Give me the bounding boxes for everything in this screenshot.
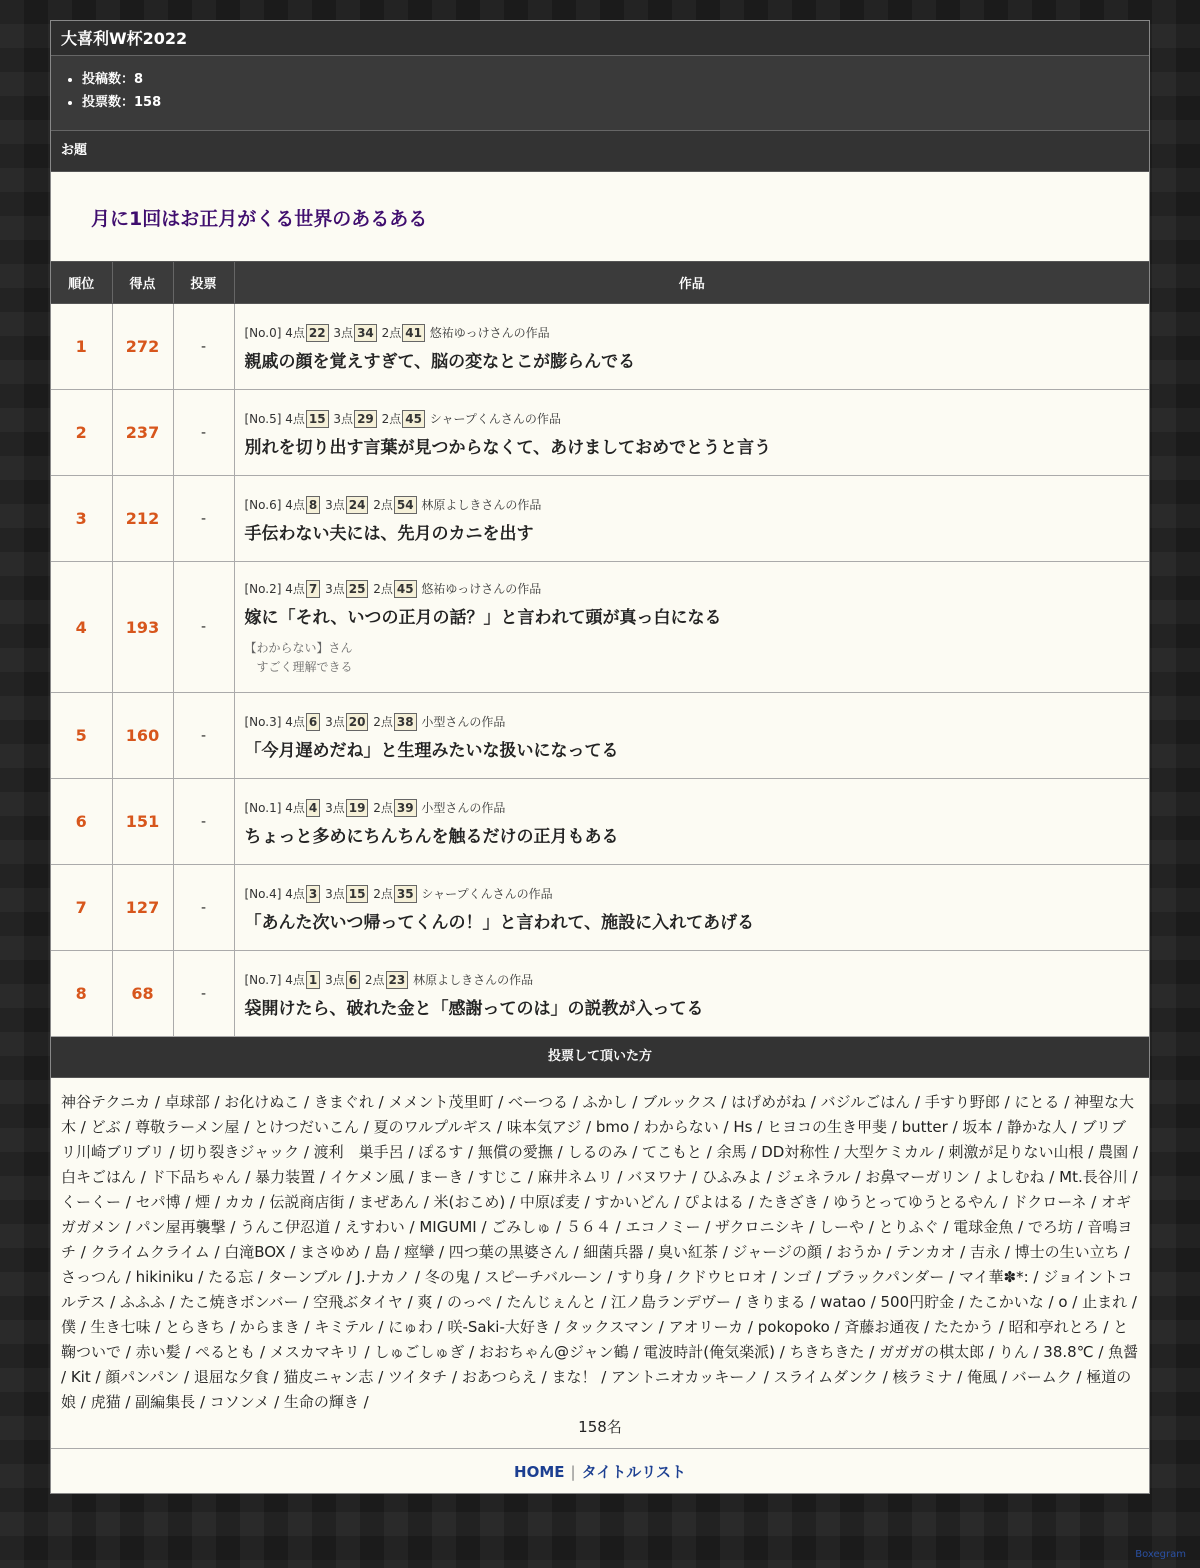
points-4-count: 7: [306, 580, 320, 598]
header-vote: 投票: [173, 262, 234, 304]
rank-cell: 5: [51, 693, 112, 779]
work-title: 親戚の顔を覚えすぎて、脳の変なとこが膨らんでる: [244, 351, 636, 372]
work-cell: [234, 951, 1149, 1037]
home-link[interactable]: HOME: [514, 1463, 565, 1481]
points-2-count: 45: [394, 580, 417, 598]
work-author: 悠祐ゆっけさんの作品: [429, 325, 550, 340]
points-4-label: 4点: [285, 714, 305, 729]
comment-text: すごく理解できる: [256, 660, 353, 674]
points-3-label: 3点: [333, 411, 354, 426]
contest-panel: [50, 20, 1150, 1494]
post-count: • 投稿数：8: [82, 68, 1149, 91]
voter-list: [51, 1078, 1149, 1449]
score-cell: 68: [112, 951, 173, 1037]
work-meta: [245, 323, 1140, 343]
vote-cell[interactable]: -: [173, 304, 234, 390]
points-3-count: 19: [346, 799, 369, 817]
points-3-label: 3点: [325, 582, 345, 596]
vote-cell[interactable]: -: [173, 693, 234, 779]
vote-cell[interactable]: -: [173, 951, 234, 1037]
work-comment: [245, 639, 1140, 677]
rank-cell: 3: [51, 476, 112, 562]
points-3-label: 3点: [333, 325, 354, 340]
points-3-count: 29: [354, 410, 377, 428]
points-2-count: 41: [402, 324, 425, 342]
work-cell: [234, 304, 1149, 390]
work-title: 別れを切り出す言葉が見つからなくて、あけましておめでとうと言う: [244, 437, 772, 458]
points-3-label: 3点: [325, 800, 345, 815]
table-row: [51, 779, 1149, 865]
points-2-label: 2点: [373, 886, 393, 901]
points-4-count: 4: [306, 799, 320, 817]
points-2-label: 2点: [373, 582, 393, 596]
work-number: [No.6]: [244, 497, 282, 512]
points-4-label: 4点: [285, 325, 305, 340]
vote-cell[interactable]: -: [173, 562, 234, 693]
points-2-count: 38: [394, 713, 417, 731]
points-2-label: 2点: [381, 325, 402, 340]
work-author: 林原よしきさんの作品: [413, 972, 534, 987]
points-3-count: 15: [346, 885, 369, 903]
points-4-count: 22: [306, 324, 329, 342]
work-meta: [245, 970, 1140, 990]
rank-cell: 8: [51, 951, 112, 1037]
comment-author: 【わからない】さん: [244, 641, 353, 655]
work-number: [No.0]: [244, 325, 282, 340]
points-4-label: 4点: [285, 497, 305, 512]
work-title: 袋開けたら、破れた金と「感謝ってのは」の説教が入ってる: [244, 998, 704, 1019]
table-row: [51, 693, 1149, 779]
work-number: [No.2]: [244, 582, 282, 596]
points-2-count: 39: [394, 799, 417, 817]
vote-cell[interactable]: -: [173, 476, 234, 562]
points-2-count: 35: [394, 885, 417, 903]
rank-cell: 7: [51, 865, 112, 951]
work-title: ちょっと多めにちんちんを触るだけの正月もある: [244, 826, 619, 847]
points-4-label: 4点: [285, 886, 305, 901]
work-meta: [245, 579, 1140, 599]
points-2-count: 54: [394, 496, 417, 514]
vote-cell[interactable]: -: [173, 779, 234, 865]
points-3-label: 3点: [325, 497, 345, 512]
voter-names: 神谷テクニカ / 卓球部 / お化けぬこ / きまぐれ / メメント茂里町 / べーつる / ふかし / ブルックス / はげめがね / バジルごはん / 手すり野郎 / にとる / 神聖な大木 / どぶ / 尊敬ラーメン屋 / とけつだいこん / 夏のワルプルギス / 味本気アジ / bmo / わからない / Hs / ヒヨコの生き甲斐 / butter / 坂本 / 静かな人 / ブリブリ川崎ブリブリ / 切り裂きジャック / 渡利 巣手呂 / ぽるす / 無償の愛撫 / しるのみ / てこもと / 余馬 / DD対称性 / 大型ケミカル / 刺激が足りない山根 / 農園 / 白キごはん / ド下品ちゃん / 暴力装置 / イケメン風 / まーき / すじこ / 麻井ネムリ / バヌワナ / ひふみよ / ジェネラル / お鼻マーガリン / よしむね / Mt.長谷川 / くーくー / セパ博 / 煙 / カカ / 伝説商店街 / まぜあん / 米(おこめ) / 中原ぽ麦 / すかいどん / ぴよはる / たきざき / ゆうとってゆうとるやん / ドクローネ / オギガガメン / パン屋再襲撃 / うんこ伊忍道 / えすわい / MIGUMI / ごみしゅ / ５６４ / エコノミー / ザクロニシキ / しーや / とりふぐ / 電球金魚 / でろ坊 / 音鳴ヨチ / クライムクライム / 白滝BOX / まさゆめ / 島 / 痙攣 / 四つ葉の黒婆さん / 細菌兵器 / 臭い紅茶 / ジャージの顔 / おうか / テンカオ / 吉永 / 博士の生い立ち / さっつん / hikiniku / たる忘 / ターンブル / J.ナカノ / 冬の鬼 / スピーチバルーン / すり身 / クドウヒロオ / ンゴ / ブラックパンダー / マイ華✽*: / ジョイントコルテス / ふふふ / たこ焼きボンバー / 空飛ぶタイヤ / 爽 / のっぺ / たんじぇんと / 江ノ島ランデヴー / きりまる / watao / 500円貯金 / たこかいな / o / 止まれ / 僕 / 生き七味 / とらきち / からまき / キミテル / にゅわ / 咲-Saki-大好き / タックスマン / アオリーカ / pokopoko / 斉藤お通夜 / たたかう / 昭和亭れとろ / と鞠ついで / 赤い髪 / ぺるとも / メスカマキリ / しゅごしゅぎ / おおちゃん@ジャン鶴 / 電波時計(俺気楽派) / ちきちきた / ガガガの棋太郎 / りん / 38.8℃ / 魚醤 / Kit / 顔パンパン / 退屈な夕食 / 猫皮ニャン志 / ツイタチ / おあつらえ / まな！ / アントニオカッキーノ / スライムダンク / 核ラミナ / 俺風 / バームク / 極道の娘 / 虎猫 / 副編集長 / コソンメ / 生命の輝き /: [61, 1093, 1139, 1411]
work-cell: [234, 476, 1149, 562]
header-rank: 順位: [51, 262, 112, 304]
vote-cell[interactable]: -: [173, 865, 234, 951]
work-title: 嫁に「それ、いつの正月の話？」と言われて頭が真っ白になる: [244, 608, 722, 628]
points-3-count: 25: [346, 580, 369, 598]
table-row: [51, 476, 1149, 562]
points-4-count: 15: [306, 410, 329, 428]
work-author: 林原よしきさんの作品: [421, 497, 542, 512]
voter-count: 158名: [578, 1418, 622, 1436]
points-2-label: 2点: [364, 972, 385, 987]
score-cell: 193: [112, 562, 173, 693]
score-cell: 237: [112, 390, 173, 476]
table-row: [51, 390, 1149, 476]
score-cell: 160: [112, 693, 173, 779]
points-4-count: 3: [306, 885, 320, 903]
points-3-label: 3点: [325, 886, 345, 901]
work-meta: [245, 884, 1140, 904]
work-cell: [234, 390, 1149, 476]
vote-cell[interactable]: -: [173, 390, 234, 476]
points-2-label: 2点: [373, 800, 393, 815]
title-list-link[interactable]: タイトルリスト: [581, 1463, 686, 1481]
points-4-label: 4点: [285, 582, 305, 596]
table-row: [51, 865, 1149, 951]
points-3-count: 34: [354, 324, 377, 342]
points-3-count: 24: [346, 496, 369, 514]
rank-cell: 1: [51, 304, 112, 390]
brand-logo[interactable]: Boxegram: [1135, 1549, 1186, 1560]
points-2-count: 23: [386, 971, 409, 989]
points-4-label: 4点: [285, 411, 305, 426]
work-cell: [234, 779, 1149, 865]
score-cell: 127: [112, 865, 173, 951]
points-3-label: 3点: [325, 714, 345, 729]
work-title: 「今月遅めだね」と生理みたいな扱いになってる: [244, 740, 619, 761]
points-4-count: 8: [306, 496, 320, 514]
rank-cell: 2: [51, 390, 112, 476]
table-row: [51, 951, 1149, 1037]
header-score: 得点: [112, 262, 173, 304]
work-title: 手伝わない夫には、先月のカニを出す: [244, 523, 534, 544]
rank-cell: 6: [51, 779, 112, 865]
work-number: [No.1]: [244, 800, 282, 815]
work-number: [No.3]: [244, 714, 282, 729]
voters-header: 投票して頂いた方: [51, 1037, 1149, 1078]
score-cell: 151: [112, 779, 173, 865]
points-3-count: 20: [346, 713, 369, 731]
work-cell: [234, 562, 1149, 693]
points-4-count: 6: [306, 713, 320, 731]
points-2-count: 45: [402, 410, 425, 428]
points-4-count: 1: [306, 971, 320, 989]
table-row: [51, 304, 1149, 390]
points-4-label: 4点: [285, 800, 305, 815]
work-cell: [234, 693, 1149, 779]
points-2-label: 2点: [381, 411, 402, 426]
contest-title: 大喜利W杯2022: [51, 21, 1149, 56]
work-author: 小型さんの作品: [421, 800, 506, 815]
footer-nav: [51, 1449, 1149, 1493]
points-3-label: 3点: [325, 972, 345, 987]
points-2-label: 2点: [373, 714, 393, 729]
odai-text: 月に1回はお正月がくる世界のあるある: [91, 208, 428, 230]
work-number: [No.5]: [244, 411, 282, 426]
score-cell: 272: [112, 304, 173, 390]
points-4-label: 4点: [285, 972, 305, 987]
work-author: 小型さんの作品: [421, 714, 506, 729]
work-author: シャープくんさんの作品: [421, 886, 553, 901]
work-meta: [245, 495, 1140, 515]
points-2-label: 2点: [373, 497, 393, 512]
vote-count: • 投票数：158: [82, 91, 1149, 114]
points-3-count: 6: [346, 971, 360, 989]
work-meta: [245, 409, 1140, 429]
results-table: [51, 262, 1149, 1037]
odai-box: [51, 172, 1149, 262]
work-meta: [245, 798, 1140, 818]
work-cell: [234, 865, 1149, 951]
odai-header: お題: [51, 131, 1149, 172]
header-work: 作品: [234, 262, 1149, 304]
contest-stats: [51, 56, 1149, 131]
work-author: シャープくんさんの作品: [429, 411, 561, 426]
work-number: [No.4]: [244, 886, 282, 901]
rank-cell: 4: [51, 562, 112, 693]
work-title: 「あんた次いつ帰ってくんの！」と言われて、施設に入れてあげる: [244, 912, 755, 933]
work-number: [No.7]: [244, 972, 282, 987]
score-cell: 212: [112, 476, 173, 562]
work-author: 悠祐ゆっけさんの作品: [421, 582, 542, 596]
footer-separator: |: [570, 1463, 576, 1481]
table-row: [51, 562, 1149, 693]
work-meta: [245, 712, 1140, 732]
